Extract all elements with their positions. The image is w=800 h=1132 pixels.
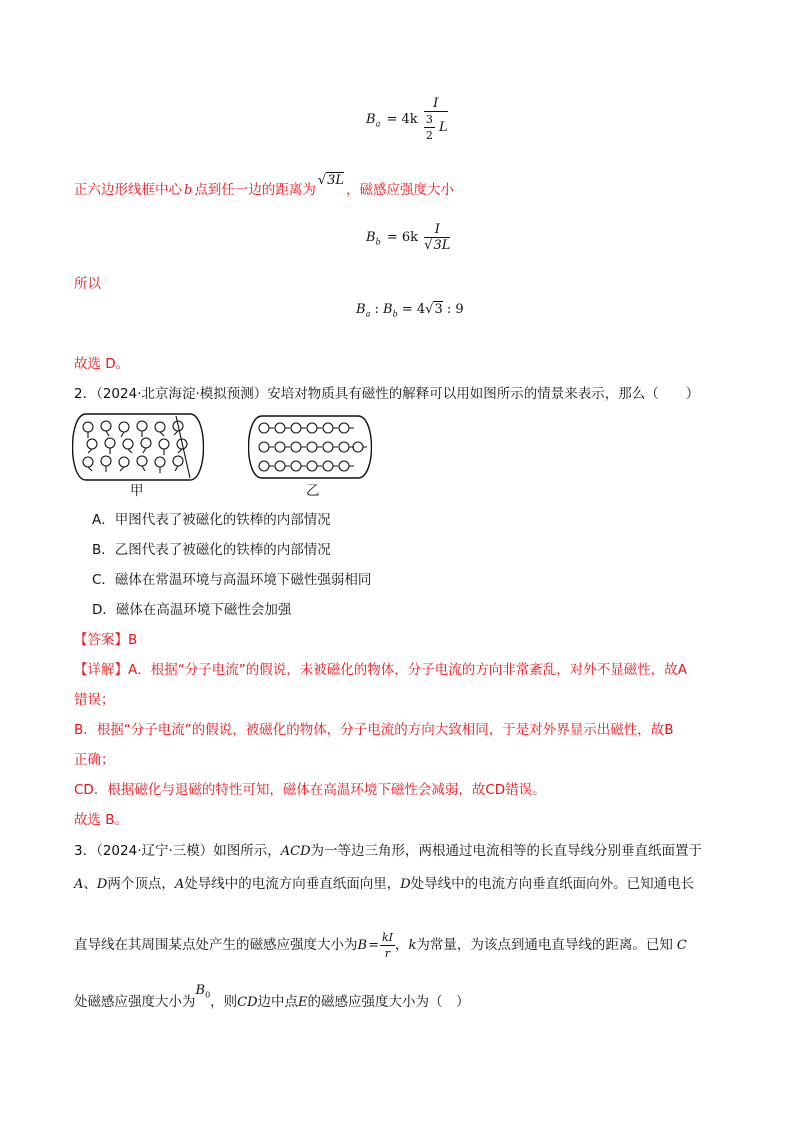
formula-bb: $B_b = 6k$ $\frac{I}{√3L}$ bbox=[366, 222, 451, 253]
q2-detail-line3: B．根据“分子电流”的假说，被磁化的物体，分子电流的方向大致相同，于是对外界显示出磁性，故B bbox=[74, 722, 674, 738]
figure-yi-label: 乙 bbox=[306, 483, 320, 499]
so-label: 所以 bbox=[74, 276, 101, 292]
formula-ba: $B_a = 4k$ I $\frac{3}{2}$ L bbox=[366, 96, 448, 142]
q2-option-b: B．乙图代表了被磁化的铁棒的内部情况 bbox=[92, 542, 331, 558]
q2-final-answer: 故选 B。 bbox=[74, 812, 129, 828]
formula-ratio: $B_a$ : $B_b = 4√3$ : 9 bbox=[356, 302, 464, 319]
answer-d: 故选 D。 bbox=[74, 356, 130, 372]
hexagon-distance-line: 正六边形线框中心 b 点到任一边的距离为√3L，磁感应强度大小 bbox=[74, 173, 455, 198]
q3-line3: 直导线在其周围某点处产生的磁感应强度大小为B= $\frac{kI}{r}$ ，k为常量，为该点到通电直导线的距离。已知 C bbox=[74, 931, 687, 960]
q3-line4: 处磁感应强度大小为$B_0$，则CD边中点E的磁感应强度大小为（ ） bbox=[74, 983, 470, 1010]
q2-detail-line1: 【详解】A．根据“分子电流”的假说，未被磁化的物体，分子电流的方向非常紊乱，对外不显磁性，故A bbox=[74, 662, 687, 678]
q2-option-a: A．甲图代表了被磁化的铁棒的内部情况 bbox=[92, 512, 331, 528]
q2-detail-line4: 正确； bbox=[74, 752, 115, 768]
q2-detail-line5: CD．根据磁化与退磁的特性可知，磁体在高温环境下磁性会减弱，故CD错误。 bbox=[74, 782, 546, 798]
q3-line1: 3．（2024·辽宁·三模）如图所示，ACD为一等边三角形，两根通过电流相等的长直导线分别垂直纸面置于 bbox=[74, 843, 703, 859]
q3-line2: A、D两个顶点，A处导线中的电流方向垂直纸面向里，D处导线中的电流方向垂直纸面向外。已知通电长 bbox=[74, 876, 695, 892]
q2-detail-line2: 错误； bbox=[74, 692, 115, 708]
figure-yi bbox=[248, 414, 372, 480]
q2-stem: 2．（2024·北京海淀·模拟预测）安培对物质具有磁性的解释可以用如图所示的情景来表示，那么（ ） bbox=[74, 386, 700, 402]
q2-option-d: D．磁体在高温环境下磁性会加强 bbox=[92, 602, 292, 618]
q2-answer: 【答案】B bbox=[74, 632, 138, 648]
q2-option-c: C．磁体在常温环境与高温环境下磁性强弱相同 bbox=[92, 572, 372, 588]
figure-jia bbox=[72, 412, 204, 482]
figure-jia-label: 甲 bbox=[130, 483, 144, 499]
